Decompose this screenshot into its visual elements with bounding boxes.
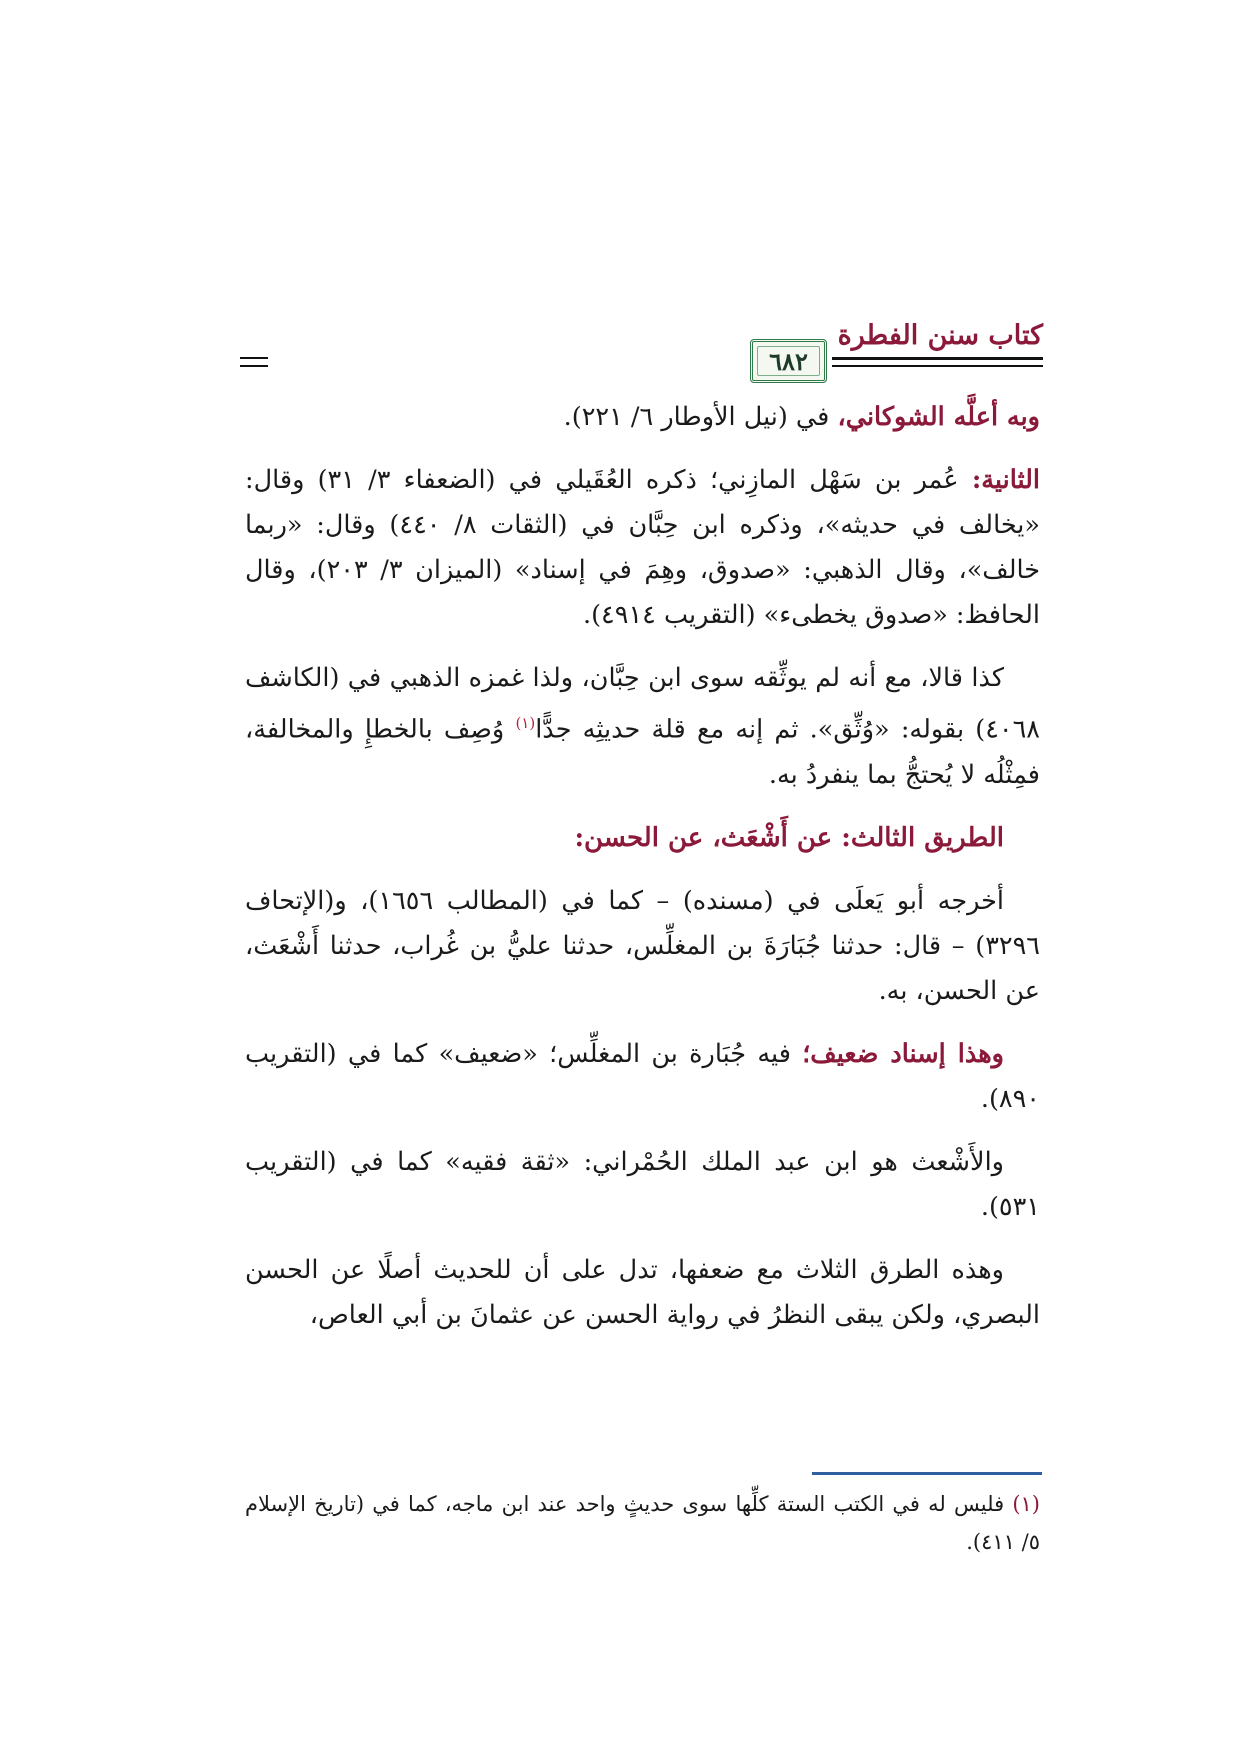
page-number-badge [750,339,827,383]
lead-phrase: وهذا إسناد ضعيف؛ [802,1038,1004,1069]
paragraph [245,458,1040,638]
paragraph [245,656,1040,798]
paragraph [245,1248,1040,1338]
paragraph [245,395,1040,440]
footnote-text: فليس له في الكتب الستة كلِّها سوى حديثٍ واحد عند ابن ماجه، كما في (تاريخ الإسلام ٥/ ٤١١). [245,1492,1040,1554]
book-title: كتاب سنن الفطرة [837,320,1043,351]
footnote-reference[interactable]: (١) [515,714,536,732]
header-rule-right [832,357,1043,360]
header-rule-left [240,357,268,359]
main-text [245,395,1040,1356]
paragraph [245,879,1040,1014]
paragraph-text: وهذه الطرق الثلاث مع ضعفها، تدل على أن للحديث أصلًا عن الحسن البصري، ولكن يبقى النظرُ في رواية الحسن عن عثمانَ بن أبي العاص، [245,1254,1040,1330]
paragraph-text: والأَشْعث هو ابن عبد الملك الحُمْراني: «ثقة فقيه» كما في (التقريب ٥٣١). [245,1146,1040,1222]
lead-phrase: وبه أعلَّه الشوكاني، [837,402,1040,432]
page-header [240,320,1043,386]
paragraph-text: أخرجه أبو يَعلَى في (مسنده) – كما في (المطالب ١٦٥٦)، و(الإتحاف ٣٢٩٦) – قال: حدثنا جُبَارَةَ بن المغلِّس، حدثنا عليُّ بن غُراب، حدثنا أَشْعَث، عن الحسن، به. [245,885,1040,1006]
section-subheading: الطريق الثالث: عن أَشْعَث، عن الحسن: [574,822,1004,853]
paragraph [245,1140,1040,1230]
paragraph [245,1032,1040,1122]
lead-phrase: الثانية: [971,465,1041,495]
footnote-number: (١) [1012,1492,1040,1516]
footnote-divider [812,1472,1042,1475]
footnote [245,1485,1040,1561]
paragraph-text: فيه جُبَارة بن المغلِّس؛ «ضعيف» كما في (التقريب ٨٩٠). [245,1038,1040,1114]
paragraph-text: في (نيل الأوطار ٦/ ٢٢١). [563,402,838,432]
paragraph-text: كذا قالا، مع أنه لم يوثِّقه سوى ابن حِبَّان، ولذا غمزه الذهبي في (الكاشف ٤٠٦٨) بقوله: «وُثِّق». ثم إنه مع قلة حديثِه جدًّا [245,663,1040,745]
page-number: ٦٨٢ [769,346,808,376]
paragraph-text: عُمر بن سَهْل المازِني؛ ذكره العُقَيلي في (الضعفاء ٣/ ٣١) وقال: «يخالف في حديثه»، وذكره ابن حِبَّان في (الثقات ٨/ ٤٤٠) وقال: «ربما خالف»، وقال الذهبي: «صدوق، وهِمَ في إسناد» (الميزان ٣/ ٢٠٣)، وقال الحافظ: «صدوق يخطىء» (التقريب ٤٩١٤). [245,465,1041,630]
header-rule-left-lower [240,365,268,367]
paragraph-text: وُصِف بالخطإِ والمخالفة، فمِثْلُه لا يُحتجُّ بما ينفردُ به. [245,714,1040,790]
header-rule-right-lower [832,365,1043,367]
